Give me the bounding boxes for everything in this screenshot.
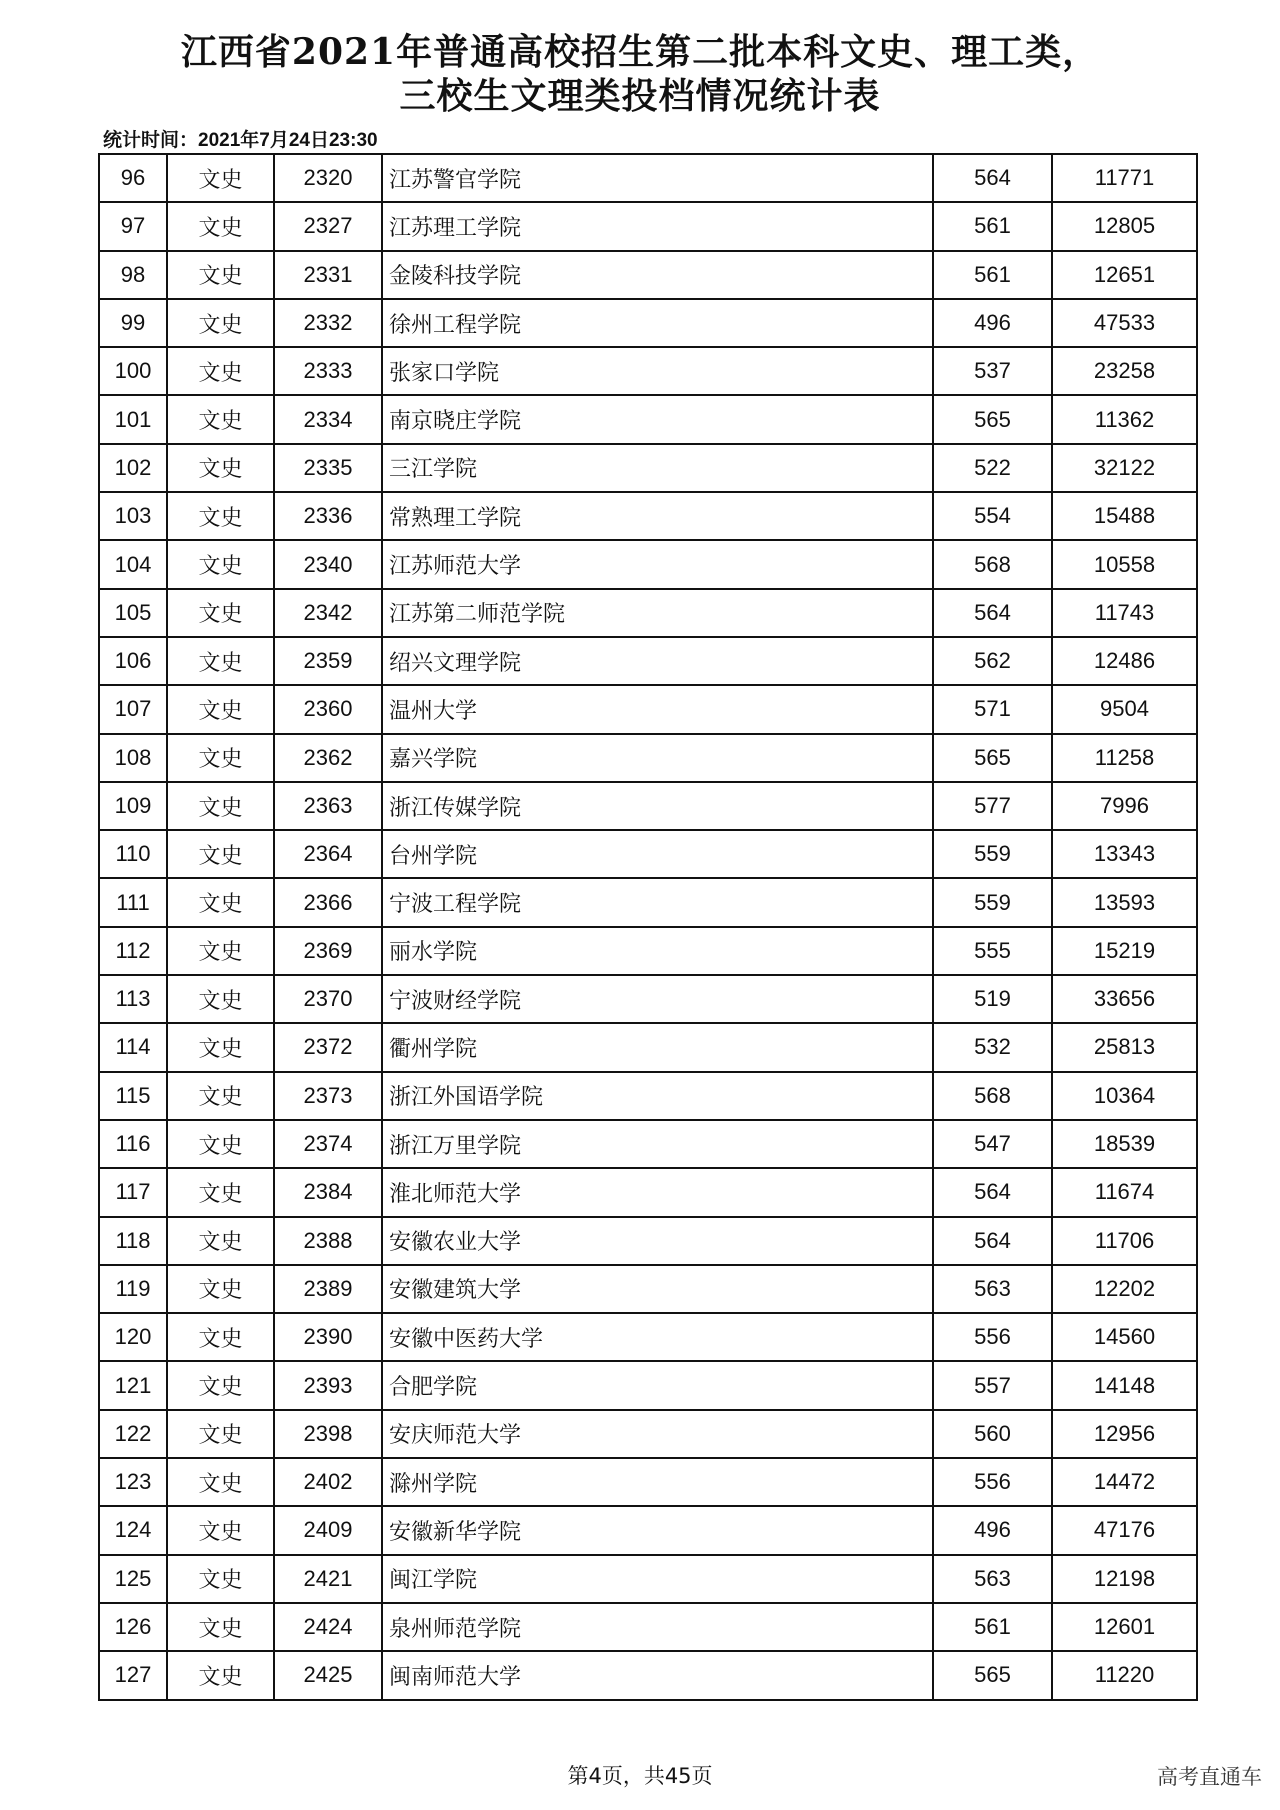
school-code-cell: 2393 bbox=[274, 1361, 382, 1409]
school-name-cell: 滁州学院 bbox=[382, 1458, 933, 1506]
row-number-cell: 104 bbox=[99, 540, 167, 588]
school-name-cell: 安徽中医药大学 bbox=[382, 1313, 933, 1361]
subject-type-cell: 文史 bbox=[167, 685, 274, 733]
school-code-cell: 2389 bbox=[274, 1265, 382, 1313]
stat-time-value: 2021年7月24日23:30 bbox=[198, 130, 378, 151]
admission-score-cell: 564 bbox=[933, 1217, 1052, 1265]
table-row bbox=[99, 1361, 1197, 1409]
admission-rank-cell: 11706 bbox=[1052, 1217, 1197, 1265]
admission-score-cell: 561 bbox=[933, 202, 1052, 250]
watermark: 高考直通车 bbox=[1157, 1765, 1262, 1789]
school-name-cell: 温州大学 bbox=[382, 685, 933, 733]
subject-type-cell: 文史 bbox=[167, 1410, 274, 1458]
row-number-cell: 116 bbox=[99, 1120, 167, 1168]
subject-type-cell: 文史 bbox=[167, 1313, 274, 1361]
row-number-cell: 115 bbox=[99, 1072, 167, 1120]
row-number-cell: 124 bbox=[99, 1506, 167, 1554]
admission-score-cell: 564 bbox=[933, 589, 1052, 637]
table-row bbox=[99, 589, 1197, 637]
table-row bbox=[99, 1072, 1197, 1120]
subject-type-cell: 文史 bbox=[167, 734, 274, 782]
school-name-cell: 绍兴文理学院 bbox=[382, 637, 933, 685]
row-number-cell: 114 bbox=[99, 1023, 167, 1071]
table-row bbox=[99, 1506, 1197, 1554]
school-code-cell: 2360 bbox=[274, 685, 382, 733]
admission-rank-cell: 11674 bbox=[1052, 1168, 1197, 1216]
stat-time-label: 统计时间： bbox=[103, 129, 199, 151]
subject-type-cell: 文史 bbox=[167, 1217, 274, 1265]
school-name-cell: 安徽建筑大学 bbox=[382, 1265, 933, 1313]
row-number-cell: 120 bbox=[99, 1313, 167, 1361]
admission-score-cell: 547 bbox=[933, 1120, 1052, 1168]
school-code-cell: 2327 bbox=[274, 202, 382, 250]
subject-type-cell: 文史 bbox=[167, 1555, 274, 1603]
row-number-cell: 117 bbox=[99, 1168, 167, 1216]
school-code-cell: 2370 bbox=[274, 975, 382, 1023]
school-name-cell: 丽水学院 bbox=[382, 927, 933, 975]
subject-type-cell: 文史 bbox=[167, 878, 274, 926]
admission-score-cell: 532 bbox=[933, 1023, 1052, 1071]
school-code-cell: 2320 bbox=[274, 154, 382, 202]
school-code-cell: 2424 bbox=[274, 1603, 382, 1651]
row-number-cell: 113 bbox=[99, 975, 167, 1023]
admission-score-cell: 560 bbox=[933, 1410, 1052, 1458]
table-row bbox=[99, 1313, 1197, 1361]
admission-rank-cell: 12486 bbox=[1052, 637, 1197, 685]
subject-type-cell: 文史 bbox=[167, 1603, 274, 1651]
admission-rank-cell: 18539 bbox=[1052, 1120, 1197, 1168]
admission-score-cell: 564 bbox=[933, 154, 1052, 202]
admission-rank-cell: 15219 bbox=[1052, 927, 1197, 975]
admission-score-cell: 522 bbox=[933, 444, 1052, 492]
table-row bbox=[99, 202, 1197, 250]
school-code-cell: 2364 bbox=[274, 830, 382, 878]
row-number-cell: 103 bbox=[99, 492, 167, 540]
school-name-cell: 衢州学院 bbox=[382, 1023, 933, 1071]
row-number-cell: 99 bbox=[99, 299, 167, 347]
admission-rank-cell: 11771 bbox=[1052, 154, 1197, 202]
admission-score-cell: 561 bbox=[933, 1603, 1052, 1651]
school-name-cell: 闽江学院 bbox=[382, 1555, 933, 1603]
row-number-cell: 119 bbox=[99, 1265, 167, 1313]
admission-rank-cell: 25813 bbox=[1052, 1023, 1197, 1071]
admission-score-cell: 519 bbox=[933, 975, 1052, 1023]
school-code-cell: 2336 bbox=[274, 492, 382, 540]
subject-type-cell: 文史 bbox=[167, 1458, 274, 1506]
admission-rank-cell: 12198 bbox=[1052, 1555, 1197, 1603]
page-number: 第4页，共45页 bbox=[567, 1764, 713, 1788]
subject-type-cell: 文史 bbox=[167, 830, 274, 878]
school-name-cell: 安徽农业大学 bbox=[382, 1217, 933, 1265]
subject-type-cell: 文史 bbox=[167, 589, 274, 637]
admission-rank-cell: 11258 bbox=[1052, 734, 1197, 782]
school-name-cell: 闽南师范大学 bbox=[382, 1651, 933, 1699]
subject-type-cell: 文史 bbox=[167, 1506, 274, 1554]
table-row bbox=[99, 637, 1197, 685]
admission-rank-cell: 14560 bbox=[1052, 1313, 1197, 1361]
row-number-cell: 106 bbox=[99, 637, 167, 685]
school-code-cell: 2333 bbox=[274, 347, 382, 395]
school-name-cell: 常熟理工学院 bbox=[382, 492, 933, 540]
stat-time bbox=[103, 125, 378, 152]
table-row bbox=[99, 299, 1197, 347]
row-number-cell: 102 bbox=[99, 444, 167, 492]
admission-score-cell: 537 bbox=[933, 347, 1052, 395]
school-code-cell: 2384 bbox=[274, 1168, 382, 1216]
row-number-cell: 123 bbox=[99, 1458, 167, 1506]
admission-score-cell: 496 bbox=[933, 299, 1052, 347]
table-row bbox=[99, 782, 1197, 830]
table-row bbox=[99, 251, 1197, 299]
admission-score-cell: 565 bbox=[933, 1651, 1052, 1699]
admission-score-cell: 555 bbox=[933, 927, 1052, 975]
table-row bbox=[99, 347, 1197, 395]
table-row bbox=[99, 878, 1197, 926]
table-row bbox=[99, 685, 1197, 733]
admission-rank-cell: 23258 bbox=[1052, 347, 1197, 395]
subject-type-cell: 文史 bbox=[167, 1361, 274, 1409]
table-row bbox=[99, 830, 1197, 878]
school-name-cell: 三江学院 bbox=[382, 444, 933, 492]
admission-rank-cell: 15488 bbox=[1052, 492, 1197, 540]
school-code-cell: 2334 bbox=[274, 395, 382, 443]
admission-score-cell: 568 bbox=[933, 1072, 1052, 1120]
admission-rank-cell: 13593 bbox=[1052, 878, 1197, 926]
school-code-cell: 2374 bbox=[274, 1120, 382, 1168]
row-number-cell: 118 bbox=[99, 1217, 167, 1265]
admission-score-cell: 556 bbox=[933, 1458, 1052, 1506]
school-name-cell: 金陵科技学院 bbox=[382, 251, 933, 299]
admission-score-cell: 565 bbox=[933, 734, 1052, 782]
admission-score-cell: 563 bbox=[933, 1265, 1052, 1313]
table-row bbox=[99, 734, 1197, 782]
school-name-cell: 张家口学院 bbox=[382, 347, 933, 395]
admission-rank-cell: 12202 bbox=[1052, 1265, 1197, 1313]
subject-type-cell: 文史 bbox=[167, 1265, 274, 1313]
admission-rank-cell: 47176 bbox=[1052, 1506, 1197, 1554]
table-row bbox=[99, 492, 1197, 540]
admission-score-cell: 496 bbox=[933, 1506, 1052, 1554]
table-row bbox=[99, 927, 1197, 975]
admission-score-cell: 556 bbox=[933, 1313, 1052, 1361]
school-name-cell: 浙江外国语学院 bbox=[382, 1072, 933, 1120]
row-number-cell: 101 bbox=[99, 395, 167, 443]
admission-score-cell: 559 bbox=[933, 830, 1052, 878]
admission-rank-cell: 13343 bbox=[1052, 830, 1197, 878]
admission-score-cell: 562 bbox=[933, 637, 1052, 685]
school-name-cell: 淮北师范大学 bbox=[382, 1168, 933, 1216]
table-row bbox=[99, 1651, 1197, 1699]
admission-rank-cell: 12651 bbox=[1052, 251, 1197, 299]
table-row bbox=[99, 1265, 1197, 1313]
table-row bbox=[99, 1555, 1197, 1603]
row-number-cell: 96 bbox=[99, 154, 167, 202]
admission-rank-cell: 47533 bbox=[1052, 299, 1197, 347]
subject-type-cell: 文史 bbox=[167, 540, 274, 588]
row-number-cell: 108 bbox=[99, 734, 167, 782]
school-code-cell: 2335 bbox=[274, 444, 382, 492]
row-number-cell: 112 bbox=[99, 927, 167, 975]
school-name-cell: 安徽新华学院 bbox=[382, 1506, 933, 1554]
subject-type-cell: 文史 bbox=[167, 637, 274, 685]
school-code-cell: 2409 bbox=[274, 1506, 382, 1554]
admission-rank-cell: 7996 bbox=[1052, 782, 1197, 830]
table-row bbox=[99, 395, 1197, 443]
subject-type-cell: 文史 bbox=[167, 395, 274, 443]
admission-score-cell: 568 bbox=[933, 540, 1052, 588]
admission-score-cell: 554 bbox=[933, 492, 1052, 540]
row-number-cell: 126 bbox=[99, 1603, 167, 1651]
school-code-cell: 2362 bbox=[274, 734, 382, 782]
school-code-cell: 2369 bbox=[274, 927, 382, 975]
admission-score-cell: 561 bbox=[933, 251, 1052, 299]
admission-rank-cell: 11220 bbox=[1052, 1651, 1197, 1699]
table-row bbox=[99, 444, 1197, 492]
row-number-cell: 97 bbox=[99, 202, 167, 250]
row-number-cell: 109 bbox=[99, 782, 167, 830]
subject-type-cell: 文史 bbox=[167, 1120, 274, 1168]
school-name-cell: 浙江万里学院 bbox=[382, 1120, 933, 1168]
table-row bbox=[99, 1023, 1197, 1071]
admission-rank-cell: 10364 bbox=[1052, 1072, 1197, 1120]
admission-rank-cell: 11743 bbox=[1052, 589, 1197, 637]
admission-rank-cell: 14472 bbox=[1052, 1458, 1197, 1506]
school-name-cell: 安庆师范大学 bbox=[382, 1410, 933, 1458]
admission-score-cell: 577 bbox=[933, 782, 1052, 830]
table-row bbox=[99, 1458, 1197, 1506]
admission-rank-cell: 12601 bbox=[1052, 1603, 1197, 1651]
school-code-cell: 2332 bbox=[274, 299, 382, 347]
table-row bbox=[99, 1168, 1197, 1216]
admission-score-cell: 557 bbox=[933, 1361, 1052, 1409]
school-name-cell: 徐州工程学院 bbox=[382, 299, 933, 347]
title-line-1: 江西省2021年普通高校招生第二批本科文史、理工类， bbox=[180, 31, 1100, 73]
subject-type-cell: 文史 bbox=[167, 492, 274, 540]
subject-type-cell: 文史 bbox=[167, 347, 274, 395]
row-number-cell: 100 bbox=[99, 347, 167, 395]
admission-rank-cell: 12956 bbox=[1052, 1410, 1197, 1458]
school-code-cell: 2373 bbox=[274, 1072, 382, 1120]
subject-type-cell: 文史 bbox=[167, 202, 274, 250]
school-name-cell: 南京晓庄学院 bbox=[382, 395, 933, 443]
school-name-cell: 泉州师范学院 bbox=[382, 1603, 933, 1651]
admission-rank-cell: 11362 bbox=[1052, 395, 1197, 443]
subject-type-cell: 文史 bbox=[167, 1168, 274, 1216]
admission-rank-cell: 14148 bbox=[1052, 1361, 1197, 1409]
school-code-cell: 2363 bbox=[274, 782, 382, 830]
school-code-cell: 2421 bbox=[274, 1555, 382, 1603]
table-row bbox=[99, 1217, 1197, 1265]
admission-score-cell: 563 bbox=[933, 1555, 1052, 1603]
table-row bbox=[99, 154, 1197, 202]
admission-table-body bbox=[99, 154, 1197, 1700]
row-number-cell: 110 bbox=[99, 830, 167, 878]
row-number-cell: 121 bbox=[99, 1361, 167, 1409]
admission-rank-cell: 9504 bbox=[1052, 685, 1197, 733]
subject-type-cell: 文史 bbox=[167, 782, 274, 830]
school-name-cell: 江苏第二师范学院 bbox=[382, 589, 933, 637]
table-row bbox=[99, 975, 1197, 1023]
school-name-cell: 江苏师范大学 bbox=[382, 540, 933, 588]
subject-type-cell: 文史 bbox=[167, 975, 274, 1023]
row-number-cell: 107 bbox=[99, 685, 167, 733]
subject-type-cell: 文史 bbox=[167, 251, 274, 299]
school-code-cell: 2388 bbox=[274, 1217, 382, 1265]
school-name-cell: 宁波财经学院 bbox=[382, 975, 933, 1023]
table-row bbox=[99, 1410, 1197, 1458]
admission-rank-cell: 10558 bbox=[1052, 540, 1197, 588]
table-row bbox=[99, 1603, 1197, 1651]
admission-table bbox=[98, 153, 1198, 1701]
admission-rank-cell: 32122 bbox=[1052, 444, 1197, 492]
school-name-cell: 合肥学院 bbox=[382, 1361, 933, 1409]
school-name-cell: 宁波工程学院 bbox=[382, 878, 933, 926]
school-name-cell: 台州学院 bbox=[382, 830, 933, 878]
school-code-cell: 2359 bbox=[274, 637, 382, 685]
admission-score-cell: 564 bbox=[933, 1168, 1052, 1216]
row-number-cell: 122 bbox=[99, 1410, 167, 1458]
school-code-cell: 2398 bbox=[274, 1410, 382, 1458]
admission-score-cell: 565 bbox=[933, 395, 1052, 443]
row-number-cell: 127 bbox=[99, 1651, 167, 1699]
school-name-cell: 江苏理工学院 bbox=[382, 202, 933, 250]
school-code-cell: 2425 bbox=[274, 1651, 382, 1699]
subject-type-cell: 文史 bbox=[167, 154, 274, 202]
subject-type-cell: 文史 bbox=[167, 927, 274, 975]
school-code-cell: 2366 bbox=[274, 878, 382, 926]
row-number-cell: 111 bbox=[99, 878, 167, 926]
subject-type-cell: 文史 bbox=[167, 444, 274, 492]
school-code-cell: 2402 bbox=[274, 1458, 382, 1506]
admission-rank-cell: 33656 bbox=[1052, 975, 1197, 1023]
row-number-cell: 125 bbox=[99, 1555, 167, 1603]
table-row bbox=[99, 1120, 1197, 1168]
subject-type-cell: 文史 bbox=[167, 1651, 274, 1699]
table-row bbox=[99, 540, 1197, 588]
school-code-cell: 2342 bbox=[274, 589, 382, 637]
subject-type-cell: 文史 bbox=[167, 299, 274, 347]
school-name-cell: 浙江传媒学院 bbox=[382, 782, 933, 830]
document-title bbox=[0, 30, 1280, 118]
school-name-cell: 江苏警官学院 bbox=[382, 154, 933, 202]
admission-score-cell: 559 bbox=[933, 878, 1052, 926]
school-name-cell: 嘉兴学院 bbox=[382, 734, 933, 782]
school-code-cell: 2390 bbox=[274, 1313, 382, 1361]
subject-type-cell: 文史 bbox=[167, 1072, 274, 1120]
subject-type-cell: 文史 bbox=[167, 1023, 274, 1071]
admission-rank-cell: 12805 bbox=[1052, 202, 1197, 250]
title-line-2: 三校生文理类投档情况统计表 bbox=[399, 75, 881, 117]
school-code-cell: 2340 bbox=[274, 540, 382, 588]
row-number-cell: 105 bbox=[99, 589, 167, 637]
admission-score-cell: 571 bbox=[933, 685, 1052, 733]
school-code-cell: 2331 bbox=[274, 251, 382, 299]
school-code-cell: 2372 bbox=[274, 1023, 382, 1071]
row-number-cell: 98 bbox=[99, 251, 167, 299]
